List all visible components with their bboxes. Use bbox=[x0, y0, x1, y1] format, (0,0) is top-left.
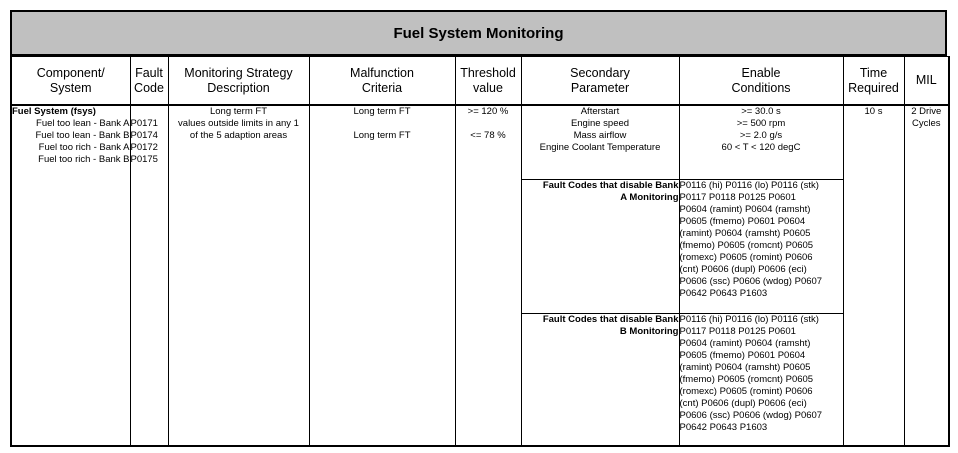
strategy-line: Long term FT bbox=[209, 106, 268, 117]
header-enable: Enable Conditions bbox=[679, 57, 843, 106]
disable-b-codes: P0116 (hi) P0116 (lo) P0116 (stk) P0117 P0118 P0125 P0601 P0604 (ramint) P0604 (ramsht) P0605 (fmemo) P0601 P0604 (ramint) P0604 (ramsht) P0605 (fmemo) P0605 (romcnt) P0605 (romexc) P0605 (romint) P0606 (cnt) P0606 (dupl) P0606 (eci) P0606 (ssc) P0606 (wdog) P0607 P0642 P0643 P1603 bbox=[679, 313, 843, 446]
strategy-cell bbox=[168, 105, 309, 446]
strategy-line: values outside limits in any 1 bbox=[178, 118, 299, 129]
component-cell bbox=[11, 105, 130, 446]
fault-code: P0174 bbox=[130, 130, 158, 141]
disable-b-label: Fault Codes that disable Bank B Monitoring bbox=[521, 313, 679, 446]
header-fault-code: Fault Code bbox=[130, 57, 168, 106]
mil-cell bbox=[904, 105, 949, 446]
enable-condition: >= 500 rpm bbox=[736, 118, 786, 129]
threshold-value: >= 120 % bbox=[467, 106, 509, 117]
component-item: Fuel too rich - Bank A bbox=[38, 142, 130, 153]
malfunction-cell bbox=[309, 105, 455, 446]
disable-a-codes: P0116 (hi) P0116 (lo) P0116 (stk) P0117 P0118 P0125 P0601 P0604 (ramint) P0604 (ramsht) P0605 (fmemo) P0601 P0604 (ramint) P0604 (ramsht) P0605 (fmemo) P0605 (romcnt) P0605 (romexc) P0605 (romint) P0606 (cnt) P0606 (dupl) P0606 (eci) P0606 (ssc) P0606 (wdog) P0607 P0642 P0643 P1603 bbox=[679, 179, 843, 313]
fault-code-cell bbox=[130, 105, 168, 446]
strategy-line: of the 5 adaption areas bbox=[189, 130, 288, 141]
threshold-cell bbox=[455, 105, 521, 446]
fault-code: P0172 bbox=[130, 142, 158, 153]
component-item: Fuel too rich - Bank B bbox=[38, 154, 130, 165]
disable-a-label: Fault Codes that disable Bank A Monitoring bbox=[521, 179, 679, 313]
malfunction-criteria: Long term FT bbox=[353, 106, 411, 117]
component-title: Fuel System (fsys) bbox=[12, 106, 96, 117]
header-mil: MIL bbox=[904, 57, 949, 106]
header-secondary: Secondary Parameter bbox=[521, 57, 679, 106]
threshold-value: <= 78 % bbox=[470, 130, 506, 141]
mil-value: Cycles bbox=[911, 118, 941, 129]
component-item: Fuel too lean - Bank A bbox=[36, 118, 130, 129]
secondary-cell bbox=[521, 105, 679, 179]
fault-code: P0175 bbox=[130, 154, 158, 165]
secondary-parameter: Engine speed bbox=[570, 118, 630, 129]
secondary-parameter: Afterstart bbox=[580, 106, 620, 117]
component-item: Fuel too lean - Bank B bbox=[35, 130, 130, 141]
header-time: Time Required bbox=[843, 57, 904, 106]
header-component: Component/ System bbox=[11, 57, 130, 106]
header-strategy: Monitoring Strategy Description bbox=[168, 57, 309, 106]
enable-cell bbox=[679, 105, 843, 179]
header-malfunction: Malfunction Criteria bbox=[309, 57, 455, 106]
enable-condition: 60 < T < 120 degC bbox=[721, 142, 801, 153]
secondary-parameter: Engine Coolant Temperature bbox=[539, 142, 661, 153]
header-threshold: Threshold value bbox=[455, 57, 521, 106]
enable-condition: >= 2.0 g/s bbox=[739, 130, 783, 141]
time-required: 10 s bbox=[864, 106, 883, 117]
header-row bbox=[11, 57, 949, 106]
malfunction-criteria: Long term FT bbox=[353, 130, 411, 141]
main-row bbox=[11, 105, 949, 179]
enable-condition: >= 30.0 s bbox=[741, 106, 781, 117]
fault-code: P0171 bbox=[130, 118, 158, 129]
secondary-parameter: Mass airflow bbox=[573, 130, 627, 141]
table-title: Fuel System Monitoring bbox=[10, 10, 947, 56]
time-required-cell bbox=[843, 105, 904, 446]
mil-value: 2 Drive bbox=[911, 106, 942, 117]
monitoring-table bbox=[10, 56, 950, 447]
